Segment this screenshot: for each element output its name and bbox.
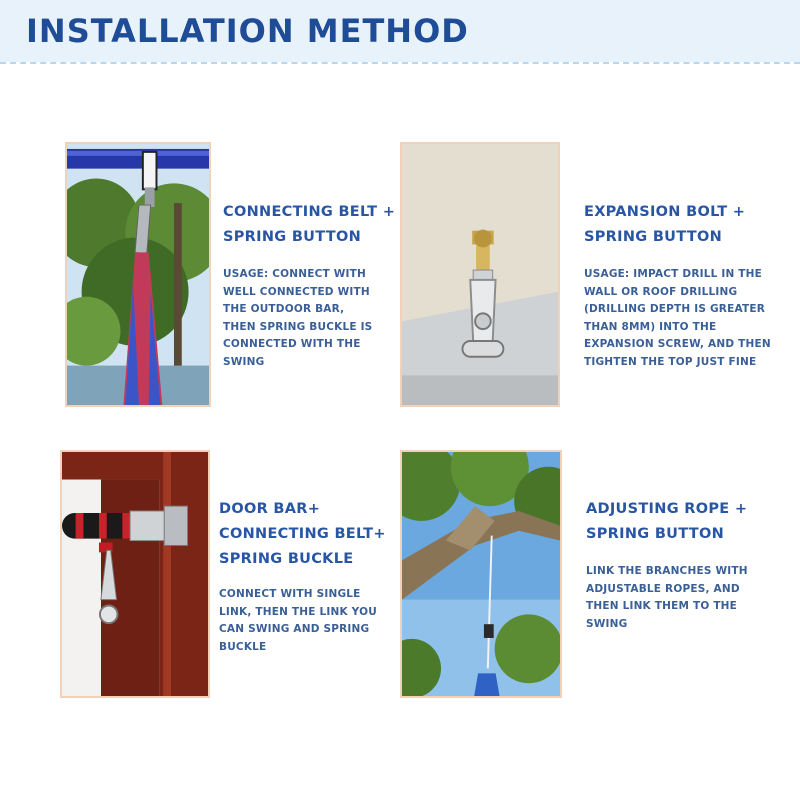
header-divider <box>0 62 800 64</box>
desc-line: WALL OR ROOF DRILLING <box>584 285 738 298</box>
desc-line: LINK, THEN THE LINK YOU <box>219 605 377 618</box>
ceiling-expansion-bolt-photo <box>400 142 560 407</box>
step-4-description <box>586 563 786 633</box>
desc-line: USAGE: CONNECT WITH <box>223 268 367 280</box>
step-1-title-line-2: SPRING BUTTON <box>223 229 362 245</box>
step-4-title-line-1: ADJUSTING ROPE + <box>586 501 748 517</box>
desc-line: BUCKLE <box>219 640 267 653</box>
step-3-description <box>219 586 409 656</box>
step-2-title-line-2: SPRING BUTTON <box>584 229 723 245</box>
desc-line: THE OUTDOOR BAR, <box>223 303 345 315</box>
step-4-title-line-2: SPRING BUTTON <box>586 526 725 542</box>
step-1-title-line-1: CONNECTING BELT + <box>223 204 396 220</box>
desc-line: ADJUSTABLE ROPES, AND <box>586 582 740 595</box>
step-3-title <box>219 497 409 572</box>
step-3-title-line-2: CONNECTING BELT+ <box>219 526 386 542</box>
outdoor-bar-swing-photo <box>65 142 211 407</box>
desc-line: TIGHTEN THE TOP JUST FINE <box>584 355 757 368</box>
tree-branch-rope-photo <box>400 450 562 698</box>
desc-line: THAN 8MM) INTO THE <box>584 320 717 333</box>
desc-line: SWING <box>586 617 628 630</box>
step-1-title <box>223 200 423 250</box>
step-4-title <box>586 497 786 547</box>
desc-line: THEN LINK THEM TO THE <box>586 600 738 612</box>
desc-line: SWING <box>223 355 265 368</box>
page-title: INSTALLATION METHOD <box>26 12 469 50</box>
desc-line: (DRILLING DEPTH IS GREATER <box>584 303 765 315</box>
desc-line: CONNECT WITH SINGLE <box>219 588 361 600</box>
step-2-title-line-1: EXPANSION BOLT + <box>584 204 746 220</box>
step-1-description <box>223 266 413 371</box>
desc-line: CONNECTED WITH THE <box>223 338 361 350</box>
step-2-title <box>584 200 784 250</box>
door-bar-photo <box>60 450 210 698</box>
desc-line: WELL CONNECTED WITH <box>223 285 370 298</box>
step-2-description <box>584 266 789 371</box>
desc-line: THEN SPRING BUCKLE IS <box>223 320 373 333</box>
desc-line: CAN SWING AND SPRING <box>219 623 370 635</box>
desc-line: USAGE: IMPACT DRILL IN THE <box>584 268 763 280</box>
step-3-title-line-1: DOOR BAR+ <box>219 501 321 517</box>
desc-line: LINK THE BRANCHES WITH <box>586 565 748 577</box>
desc-line: EXPANSION SCREW, AND THEN <box>584 338 771 350</box>
step-3-title-line-3: SPRING BUCKLE <box>219 551 354 567</box>
